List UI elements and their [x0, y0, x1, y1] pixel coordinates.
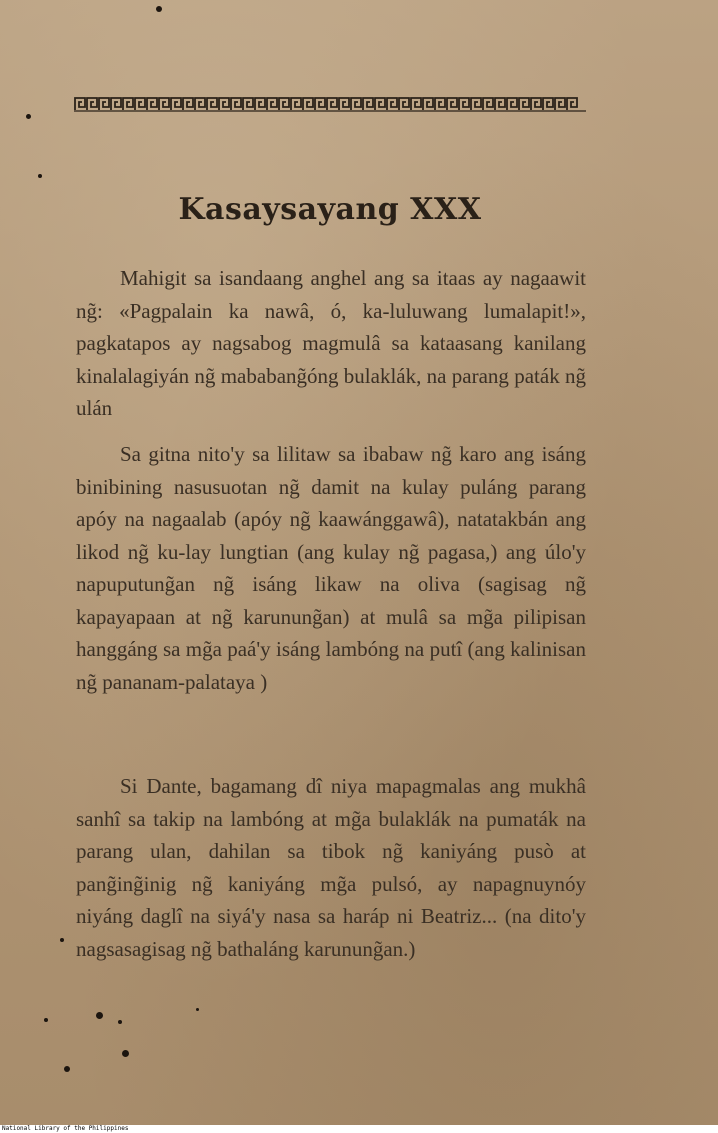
ink-speck — [196, 1008, 199, 1011]
paragraph-2 — [76, 438, 586, 698]
ink-speck — [118, 1020, 122, 1024]
decorative-greek-key-border — [74, 96, 586, 112]
footer-credit: National Library of the Philippines — [0, 1125, 718, 1133]
paragraph-3 — [76, 770, 586, 965]
ink-speck — [122, 1050, 129, 1057]
greek-key-pattern — [75, 98, 577, 110]
ink-speck — [26, 114, 31, 119]
ink-speck — [38, 174, 42, 178]
ink-speck — [96, 1012, 103, 1019]
paragraph-3-text: Si Dante, bagamang dî niya mapagmalas ang mukhâ sanhî sa takip na lambóng at mg̃a bulaklák na pumaták na parang ulan, dahilan sa tibok ng̃ kaniyáng pusò at pang̃ing̃inig ng̃ kaniyáng mg̃a pulsó, ay napagnuynóy niyáng daglî na siyá'y nasa sa haráp ni Beatriz... (na dito'y nagsasagisag ng̃ bathaláng karunung̃an.) — [76, 774, 586, 961]
paragraph-2-text: Sa gitna nito'y sa lilitaw sa ibabaw ng̃ karo ang isáng binibining nasusuotan ng̃ damit na kulay puláng parang apóy na nagaalab (apóy ng̃ kaawánggawâ), natatakbán ang likod ng̃ ku-lay lungtian (ang kulay ng̃ pagasa,) ang úlo'y napuputung̃an ng̃ isáng likaw na oliva (sagisag ng̃ kapayapaan at ng̃ karunung̃an) at mulâ sa mg̃a pilipisan hanggáng sa mg̃a paá'y isáng lambóng na putî (ang kalinisan ng̃ pananam-palataya ) — [76, 442, 586, 694]
chapter-title: Kasaysayang XXX — [178, 192, 482, 227]
ink-speck — [156, 6, 162, 12]
ink-speck — [64, 1066, 70, 1072]
paragraph-1 — [76, 262, 586, 425]
ink-speck — [44, 1018, 48, 1022]
paragraph-1-text: Mahigit sa isandaang anghel ang sa itaas ay nagaawit ng̃: «Pagpalain ka nawâ, ó, ka-luluwang lumalapit!», pagkatapos ay nagsabog magmulâ sa kataasang kanilang kinalalagiyán ng̃ mababang̃óng bulaklák, na parang paták ng̃ ulán — [76, 266, 586, 420]
ink-speck — [60, 938, 64, 942]
